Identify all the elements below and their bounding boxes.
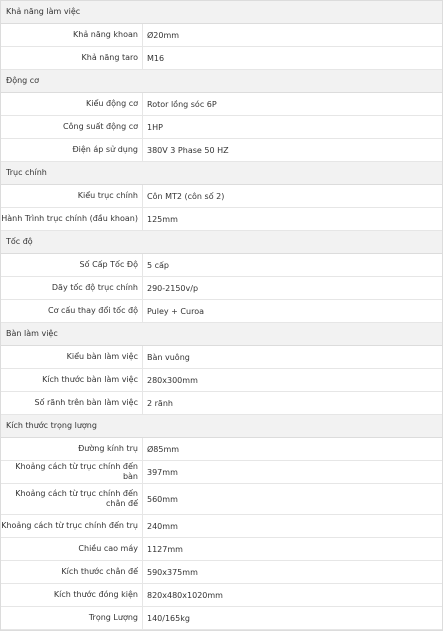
spec-value: 1127mm xyxy=(147,544,183,554)
spec-value: Puley + Curoa xyxy=(147,306,204,316)
spec-value: Rotor lồng sóc 6P xyxy=(147,99,217,109)
spec-label: Kiểu bàn làm việc xyxy=(1,346,143,368)
spec-value: Ø20mm xyxy=(147,30,180,40)
spec-value: M16 xyxy=(147,53,165,63)
spec-label: Kiểu động cơ xyxy=(1,93,143,115)
spec-value: Côn MT2 (côn số 2) xyxy=(147,191,225,201)
spec-value: Bàn vuông xyxy=(147,352,190,362)
spec-label: Khoảng cách từ trục chính đến bàn xyxy=(1,461,143,483)
spec-value: Ø85mm xyxy=(147,444,180,454)
spec-label: Số Cấp Tốc Độ xyxy=(1,254,143,276)
spec-label: Kích thước chân đế xyxy=(1,561,143,583)
spec-row xyxy=(1,438,442,461)
spec-row xyxy=(1,392,442,415)
spec-row xyxy=(1,277,442,300)
spec-label: Trọng Lượng xyxy=(1,607,143,629)
spec-row xyxy=(1,185,442,208)
spec-value: 240mm xyxy=(147,521,178,531)
spec-row xyxy=(1,300,442,323)
section-header-motor: Động cơ xyxy=(1,70,442,93)
spec-label: Cơ cấu thay đổi tốc độ xyxy=(1,300,143,322)
spec-row xyxy=(1,584,442,607)
spec-value: 1HP xyxy=(147,122,163,132)
section-header-dimensions-weight: Kích thước trọng lượng xyxy=(1,415,442,438)
spec-label: Chiều cao máy xyxy=(1,538,143,560)
spec-row xyxy=(1,116,442,139)
spec-value: 380V 3 Phase 50 HZ xyxy=(147,145,229,155)
spec-row xyxy=(1,607,442,630)
section-header-speed: Tốc độ xyxy=(1,231,442,254)
spec-label: Khả năng khoan xyxy=(1,24,143,46)
spec-label: Hành Trình trục chính (đầu khoan) xyxy=(1,208,143,230)
spec-row xyxy=(1,24,442,47)
spec-label: Số rãnh trên bàn làm việc xyxy=(1,392,143,414)
spec-row xyxy=(1,369,442,392)
spec-row xyxy=(1,461,442,484)
spec-row xyxy=(1,254,442,277)
spec-value: 560mm xyxy=(147,494,178,504)
spec-value: 290-2150v/p xyxy=(147,283,199,293)
spec-row xyxy=(1,538,442,561)
spec-row xyxy=(1,93,442,116)
spec-row xyxy=(1,139,442,162)
spec-label: Khoảng cách từ trục chính đến trụ xyxy=(1,515,143,537)
spec-value: 140/165kg xyxy=(147,613,190,623)
spec-label: Công suất động cơ xyxy=(1,116,143,138)
spec-row xyxy=(1,561,442,584)
spec-row xyxy=(1,346,442,369)
spec-label: Điện áp sử dụng xyxy=(1,139,143,161)
spec-value: 2 rãnh xyxy=(147,398,173,408)
spec-value: 397mm xyxy=(147,467,178,477)
spec-label: Kích thước bàn làm việc xyxy=(1,369,143,391)
spec-label: Kiểu trục chính xyxy=(1,185,143,207)
spec-value: 125mm xyxy=(147,214,178,224)
section-header-working-capacity: Khả năng làm việc xyxy=(1,1,442,24)
spec-label: Dãy tốc độ trục chính xyxy=(1,277,143,299)
spec-row xyxy=(1,208,442,231)
spec-row xyxy=(1,47,442,70)
spec-label: Khả năng taro xyxy=(1,47,143,69)
spec-label: Đường kính trụ xyxy=(1,438,143,460)
spec-value: 5 cấp xyxy=(147,260,170,270)
spec-value: 590x375mm xyxy=(147,567,198,577)
section-header-spindle: Trục chính xyxy=(1,162,442,185)
spec-label: Kích thước đóng kiện xyxy=(1,584,143,606)
spec-row xyxy=(1,515,442,538)
section-header-work-table: Bàn làm việc xyxy=(1,323,442,346)
spec-value: 280x300mm xyxy=(147,375,198,385)
spec-label: Khoảng cách từ trục chính đến chân đế xyxy=(1,484,143,514)
spec-value: 820x480x1020mm xyxy=(147,590,223,600)
